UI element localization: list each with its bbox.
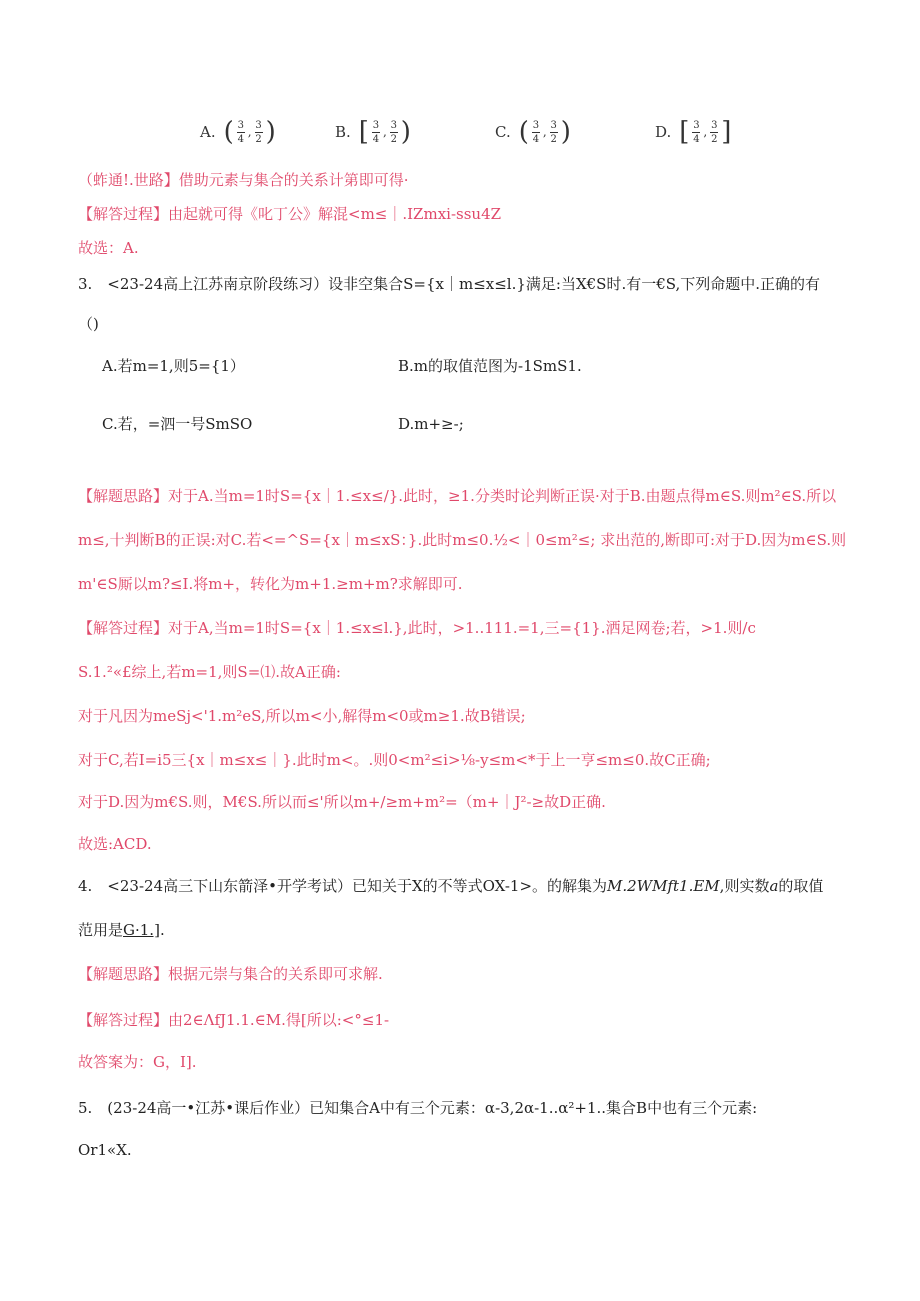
q3-option-c: C.若，=泗一号SmSO [102, 415, 253, 433]
option-a-interval: ( $\frac{3}{4}$ , $\frac{3}{2}$ ) [223, 117, 276, 147]
q4-stem: 4. <23-24高三下山东箭泽•开学考试）已知关于X的不等式OX-1>。的解集为M.2WMft1.EM,则实数a的取值 [78, 877, 824, 895]
option-b [335, 118, 413, 146]
q3-answer: 故选:ACD. [78, 835, 152, 853]
option-b-label: B. [335, 123, 351, 141]
q2-process: 【解答过程】由起就可得《叱丁公》解混<m≤｜.IZmxi-ssu4Z [78, 205, 502, 223]
option-d-interval: [ $\frac{3}{4}$ , $\frac{3}{2}$ ] [679, 117, 732, 147]
q4-process: 【解答过程】由2∈ΛfJ1.1.∈M.得[所以:<°≤1- [78, 1011, 390, 1029]
q3-process-line2: S.1.²«£综上,若m=1,则S=⑴.故A正确: [78, 663, 341, 681]
option-b-interval: [ $\frac{3}{4}$ , $\frac{3}{2}$ ) [358, 117, 411, 147]
answer-options-row [0, 118, 920, 154]
q3-option-d: D.m+≥-; [398, 415, 464, 433]
option-c [495, 118, 573, 146]
q2-idea: （蚱通!.世路】借助元素与集合的关系计第即可得· [78, 171, 409, 189]
q4-idea: 【解题思路】根据元崇与集合的关系即可求解. [78, 965, 383, 983]
option-a-label: A. [200, 123, 216, 141]
q3-process-line1: 【解答过程】对于A,当m=1时S={x｜1.≤x≤l.},此时，>1..111.=1,三={1}.洒足网卷;若，>1.则/c [78, 619, 756, 637]
q5-stem: 5. (23-24高一•江苏•课后作业）已知集合A中有三个元素：α-3,2α-1..α²+1..集合B中也有三个元素: [78, 1099, 758, 1117]
q3-blank: （) [78, 315, 99, 333]
q4-answer: 故答案为：G，I]. [78, 1053, 197, 1071]
q2-answer: 故选：A. [78, 239, 139, 257]
q3-option-b: B.m的取值范图为-1SmS1. [398, 357, 582, 375]
option-d [655, 118, 733, 146]
q4-stem-line2: 范用是G·1.]. [78, 921, 165, 939]
q3-idea-line3: m'∈S厮以m?≤I.将m+，转化为m+1.≥m+m?求解即可. [78, 575, 463, 593]
q5-stem-line2: Or1«X. [78, 1141, 132, 1159]
q3-idea-line1: 【解题思路】对于A.当m=1时S={x｜1.≤x≤/}.此时，≥1.分类时论判断正误·对于B.由题点得m∈S.则m²∈S.所以 [78, 487, 837, 505]
option-a [200, 118, 278, 146]
q3-process-line4: 对于C,若I=i5三{x｜m≤x≤｜}.此时m<。.则0<m²≤i>⅛-y≤m<*于上一亨≤m≤0.故C正确; [78, 751, 711, 769]
q3-option-a: A.若m=1,则5={1） [102, 357, 245, 375]
option-c-label: C. [495, 123, 511, 141]
option-c-interval: ( $\frac{3}{4}$ , $\frac{3}{2}$ ) [518, 117, 571, 147]
q3-process-line3: 对于凡因为meSj<'1.m²eS,所以m<小,解得m<0或m≥1.故B错误; [78, 707, 526, 725]
q3-process-line5: 对于D.因为m€S.则，M€S.所以而≤'所以m+/≥m+m²=（m+｜J²-≥故D正确. [78, 793, 606, 811]
q3-stem: 3. <23-24高上江苏南京阶段练习）设非空集合S={x｜m≤x≤l.}满足:当X€S时.有一€S,下列命题中.正确的有 [78, 275, 821, 293]
option-d-label: D. [655, 123, 672, 141]
q3-idea-line2: m≤,十判断B的正误:对C.若<=^S={x｜m≤xS：}.此时m≤0.½<｜0≤m²≤; 求出范的,断即可:对于D.因为m∈S.则 [78, 531, 847, 549]
